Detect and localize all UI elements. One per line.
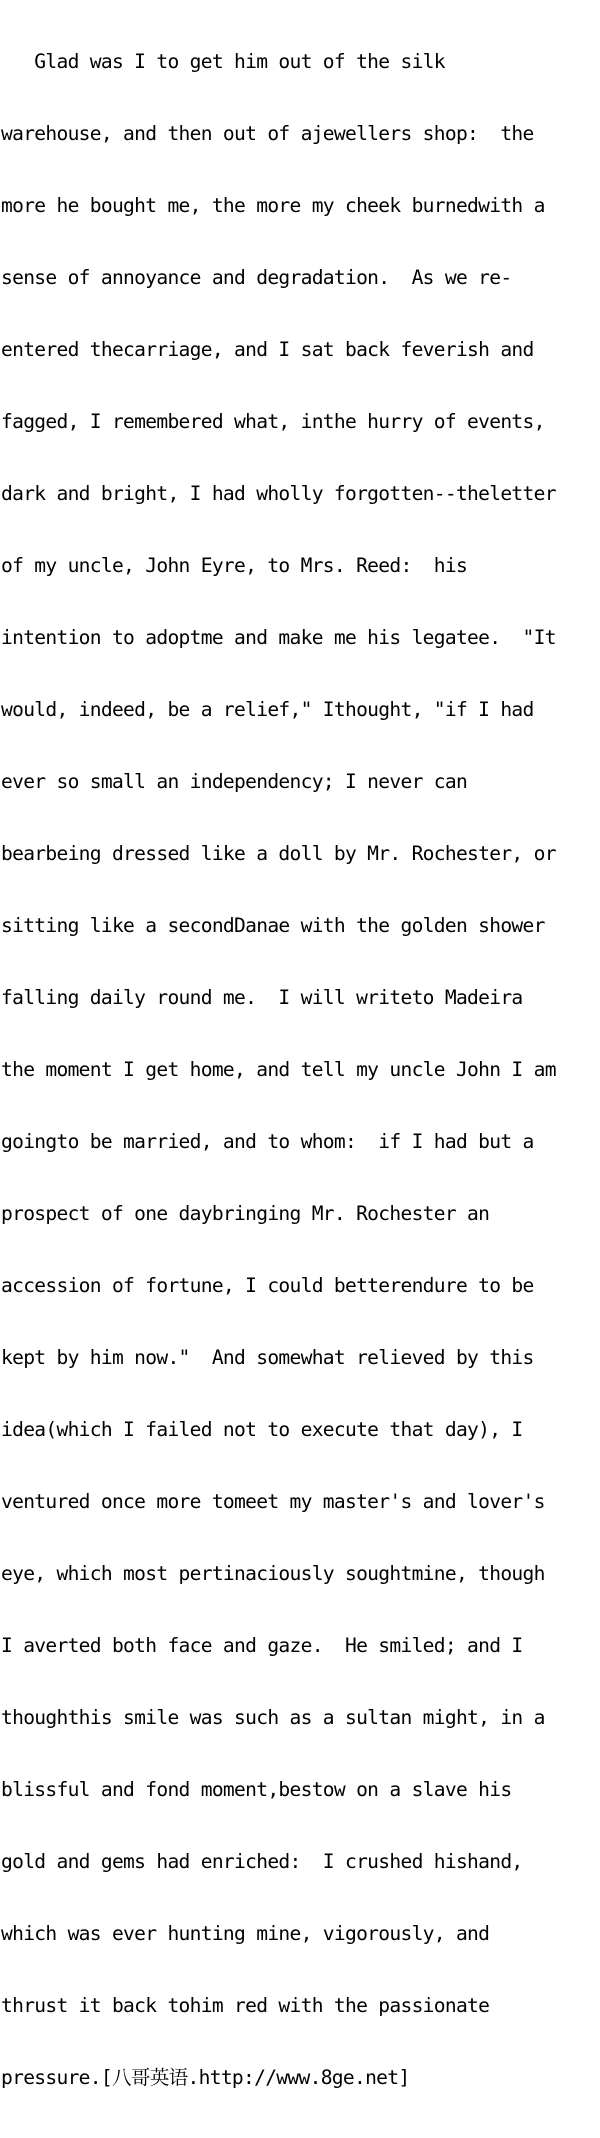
text-line: fagged, I remembered what, inthe hurry of events, (1, 410, 545, 433)
text-line: falling daily round me. I will writeto Madeira (1, 986, 523, 1009)
text-line: gold and gems had enriched: I crushed hishand, (1, 1850, 523, 1873)
text-line: thoughthis smile was such as a sultan might, in a (1, 1706, 545, 1729)
text-line: idea(which I failed not to execute that day), I (1, 1418, 523, 1441)
text-line: which was ever hunting mine, vigorously, and (1, 1922, 490, 1945)
text-line: intention to adoptme and make me his legatee. "It (1, 626, 556, 649)
text-line: would, indeed, be a relief," Ithought, "if I had (1, 698, 534, 721)
text-line: thrust it back tohim red with the passionate (1, 1994, 490, 2017)
text-line: the moment I get home, and tell my uncle John I am (1, 1058, 556, 1081)
text-line: goingto be married, and to whom: if I had but a (1, 1130, 534, 1153)
text-line: sitting like a secondDanae with the golden shower (1, 914, 545, 937)
text-line: dark and bright, I had wholly forgotten--theletter (1, 482, 556, 505)
text-line: accession of fortune, I could betterendure to be (1, 1274, 534, 1297)
text-line: ever so small an independency; I never can (1, 770, 468, 793)
text-line: bearbeing dressed like a doll by Mr. Rochester, or (1, 842, 556, 865)
text-line: entered thecarriage, and I sat back feverish and (1, 338, 534, 361)
text-line: of my uncle, John Eyre, to Mrs. Reed: his (1, 554, 468, 577)
text-line: blissful and fond moment,bestow on a slave his (1, 1778, 512, 1801)
text-line: more he bought me, the more my cheek burnedwith a (1, 194, 545, 217)
text-line: I averted both face and gaze. He smiled; and I (1, 1634, 523, 1657)
document-text (1, 2, 600, 2138)
text-line: prospect of one daybringing Mr. Rochester an (1, 1202, 490, 1225)
text-line: eye, which most pertinaciously soughtmine, though (1, 1562, 545, 1585)
text-line: sense of annoyance and degradation. As we re- (1, 266, 512, 289)
text-line: pressure.[八哥英语.http://www.8ge.net] (1, 2066, 410, 2089)
text-line: warehouse, and then out of ajewellers shop: the (1, 122, 534, 145)
text-line: kept by him now." And somewhat relieved by this (1, 1346, 534, 1369)
text-line: ventured once more tomeet my master's and lover's (1, 1490, 545, 1513)
text-line: Glad was I to get him out of the silk (1, 50, 445, 73)
